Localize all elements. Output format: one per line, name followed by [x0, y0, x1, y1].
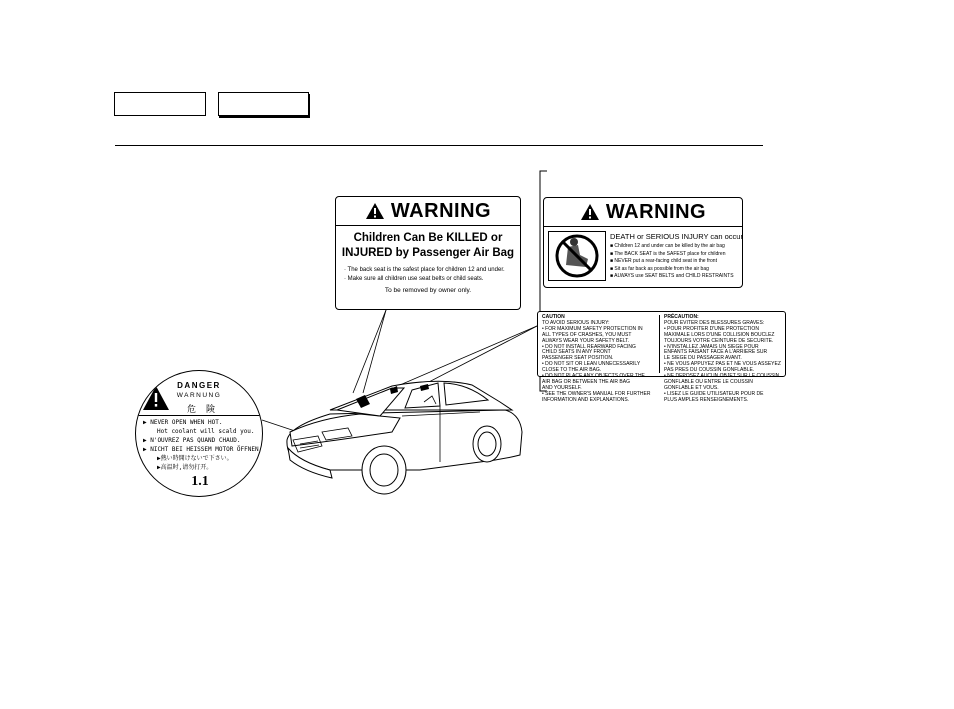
visor-bullet: ■ The BACK SEAT is the SAFEST place for children	[610, 250, 726, 257]
airbag-headline-line1: Children Can Be KILLED or	[353, 232, 503, 244]
danger-line: ▶ N'OUVREZ PAS QUAND CHAUD.	[143, 437, 241, 444]
caution-french-column	[664, 315, 781, 404]
danger-line: ▶高温时,请勿打开。	[157, 464, 213, 471]
danger-lines	[143, 418, 262, 472]
airbag-headline-line2: INJURED by Passenger Air Bag	[341, 247, 515, 259]
caution-line: • FOR MAXIMUM SAFETY PROTECTION IN	[542, 325, 643, 332]
caution-line: AND YOURSELF.	[542, 384, 582, 391]
caution-line: PASSENGER SEAT POSITION.	[542, 355, 614, 362]
airbag-bullet: · Make sure all children use seat belts or child seats.	[344, 276, 484, 282]
caution-line: CHILD SEATS IN ANY FRONT	[542, 349, 611, 356]
radiator-cap-danger-label	[135, 370, 263, 497]
precaution-line: POUR EVITER DES BLESSURES GRAVES:	[664, 319, 765, 326]
caution-english-column	[542, 315, 650, 404]
airbag-bullets	[344, 266, 512, 284]
danger-divider	[136, 415, 263, 416]
precaution-line: • POUR PROFITER D'UNE PROTECTION	[664, 325, 759, 332]
airbag-bullet: · The back seat is the safest place for children 12 and under.	[344, 267, 505, 273]
remove-note: To be removed by owner only.	[384, 287, 472, 294]
caution-line: INFORMATION AND EXPLANATIONS.	[542, 396, 630, 403]
passenger-airbag-warning-label	[335, 196, 521, 310]
precaution-line: PLUS AMPLES RENSEIGNEMENTS.	[664, 396, 749, 403]
precaution-line: • LISEZ LE GUIDE UTILISATEUR POUR DE	[664, 390, 764, 397]
precaution-line: • N'INSTALLEZ JAMAIS UN SIEGE POUR	[664, 343, 759, 350]
danger-word: DANGER	[177, 381, 221, 390]
warning-word: WARNING	[390, 199, 492, 222]
caution-line: TO AVOID SERIOUS INJURY:	[542, 319, 610, 326]
caution-line: • DO NOT PLACE ANY OBJECTS OVER THE	[542, 373, 645, 380]
japanese-danger-word: 危険	[186, 404, 225, 414]
caution-line: AIR BAG OR BETWEEN THE AIR BAG	[542, 378, 630, 385]
precaution-line: PAS PRES DU COUSSIN GONFLABLE.	[664, 367, 755, 374]
precaution-line: • NE DEPOSEZ AUCUN OBJET SUR LE COUSSIN	[664, 373, 780, 380]
sun-visor-warning-label	[543, 197, 743, 288]
danger-line: Hot coolant will scald you.	[157, 428, 255, 435]
precaution-title: PRÉCAUTION:	[664, 314, 699, 320]
visor-headline: DEATH or SERIOUS INJURY can occur	[610, 232, 743, 241]
caution-divider	[659, 315, 660, 373]
precaution-line: MAXIMALE LORS D'UNE COLLISION BOUCLEZ	[664, 331, 775, 338]
warning-triangle-icon	[580, 203, 600, 221]
caution-title: CAUTION	[542, 314, 565, 320]
warning-header	[336, 197, 520, 226]
caution-line: • DO NOT SIT OR LEAN UNNECESSARILY	[542, 361, 641, 368]
visor-bullet: ■ Children 12 and under can be killed by the air bag	[610, 243, 725, 249]
visor-bullet: ■ NEVER put a rear-facing child seat in the front	[610, 258, 717, 265]
precaution-line: • NE VOUS APPUYEZ PAS ET NE VOUS ASSEYEZ	[664, 361, 781, 368]
visor-bullets	[610, 243, 734, 281]
pressure-rating: 1.1	[191, 474, 209, 489]
danger-line: ▶ NICHT BEI HEISSEM MOTOR ÖFFNEN.	[143, 446, 263, 453]
precaution-line: GONFLABLE ET VOUS.	[664, 384, 719, 391]
danger-line: ▶熱い時開けないで下さい。	[157, 455, 233, 462]
warning-triangle-icon	[142, 385, 170, 411]
danger-line: ▶ NEVER OPEN WHEN HOT.	[143, 419, 223, 426]
warnung-word: WARNUNG	[176, 392, 222, 399]
caution-line: • SEE THE OWNER'S MANUAL FOR FURTHER	[542, 390, 651, 397]
warning-header	[544, 198, 742, 227]
precaution-line: LE SIEGE DU PASSAGER AVANT.	[664, 355, 742, 362]
caution-line: • DO NOT INSTALL REARWARD FACING	[542, 343, 636, 350]
visor-bullet: ■ Sit as far back as possible from the air bag	[610, 265, 709, 272]
warning-triangle-icon	[365, 202, 385, 220]
precaution-line: GONFLABLE OU ENTRE LE COUSSIN	[664, 378, 753, 385]
caution-line: ALWAYS WEAR YOUR SAFETY BELT.	[542, 337, 630, 344]
airbag-headline	[336, 231, 520, 261]
visor-bullet: ■ ALWAYS use SEAT BELTS and CHILD RESTRAINTS	[610, 273, 734, 280]
caution-bilingual-label	[537, 311, 786, 403]
warning-word: WARNING	[605, 200, 707, 223]
precaution-line: TOUJOURS VOTRE CEINTURE DE SECURITE.	[664, 337, 774, 344]
precaution-line: ENFANTS FAISANT FACE A L'ARRIERE SUR	[664, 349, 768, 356]
no-rear-facing-child-seat-icon	[548, 231, 606, 281]
caution-line: ALL TYPES OF CRASHES, YOU MUST	[542, 331, 632, 338]
caution-line: CLOSE TO THE AIR BAG.	[542, 367, 602, 374]
